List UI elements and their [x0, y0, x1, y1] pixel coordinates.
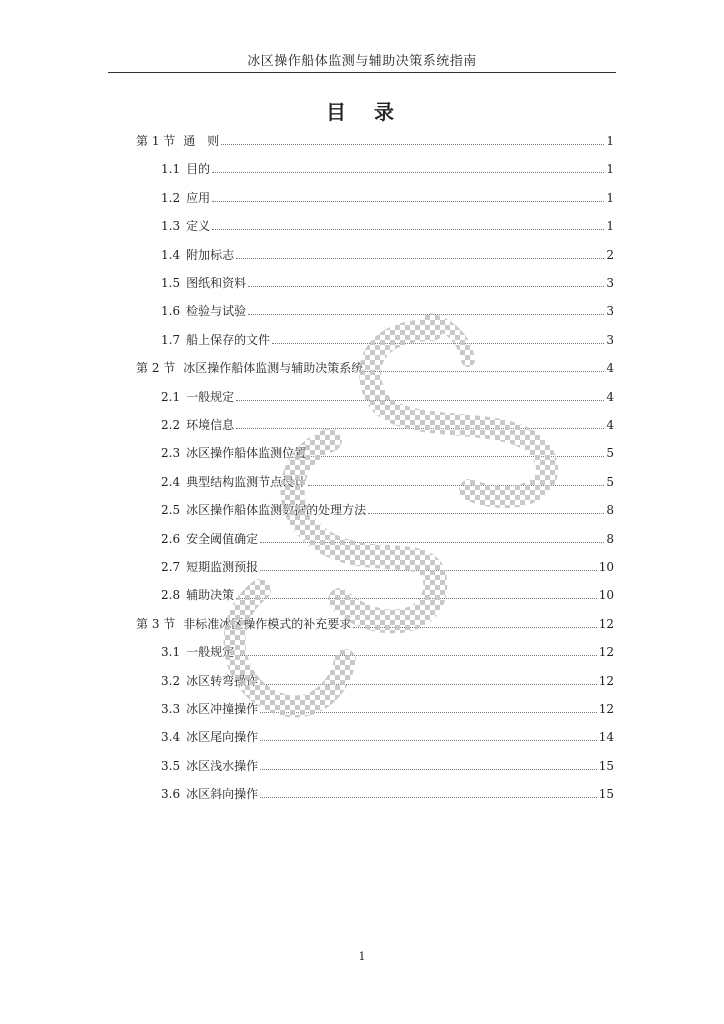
toc-entry-number: 1.3 [161, 219, 181, 233]
toc-entry-label: 冰区操作船体监测与辅助决策系统 [183, 361, 364, 375]
toc-entry-page: 1 [606, 162, 614, 176]
toc-entry-number: 第 1 节 [136, 134, 176, 148]
toc-entry-label: 冰区尾向操作 [186, 730, 259, 744]
toc-entry-page: 12 [598, 617, 614, 631]
toc-entry-label: 目的 [186, 162, 211, 176]
toc-subsection-entry[interactable] [161, 246, 614, 262]
toc-dot-leader [236, 428, 604, 429]
toc-entry-page: 10 [598, 560, 614, 574]
toc-subsection-entry[interactable] [161, 672, 614, 688]
toc-dot-leader [236, 655, 597, 656]
toc-subsection-entry[interactable] [161, 444, 614, 460]
toc-dot-leader [368, 513, 604, 514]
toc-section-entry[interactable] [136, 615, 614, 631]
toc-entry-number: 2.1 [161, 390, 181, 404]
toc-entry-label: 安全阈值确定 [186, 532, 259, 546]
page-number: 1 [358, 950, 366, 963]
toc-dot-leader [212, 229, 604, 230]
toc-dot-leader [260, 684, 597, 685]
toc-subsection-entry[interactable] [161, 558, 614, 574]
toc-subsection-entry[interactable] [161, 530, 614, 546]
toc-subsection-entry[interactable] [161, 643, 614, 659]
toc-entry-label: 冰区斜向操作 [186, 787, 259, 801]
toc-dot-leader [236, 258, 604, 259]
toc-dot-leader [236, 598, 597, 599]
toc-entry-page: 15 [598, 759, 614, 773]
toc-subsection-entry[interactable] [161, 785, 614, 801]
toc-entry-number: 第 3 节 [136, 617, 176, 631]
toc-entry-number: 2.3 [161, 446, 181, 460]
toc-dot-leader [221, 144, 604, 145]
toc-entry-label: 图纸和资料 [186, 276, 247, 290]
toc-subsection-entry[interactable] [161, 331, 614, 347]
toc-entry-number: 3.3 [161, 702, 181, 716]
toc-entry-page: 8 [606, 532, 614, 546]
toc-dot-leader [212, 201, 604, 202]
toc-dot-leader [260, 769, 597, 770]
toc-dot-leader [260, 712, 597, 713]
toc-entry-number: 3.4 [161, 730, 181, 744]
toc-entry-label: 通 则 [183, 134, 220, 148]
toc-entry-number: 1.7 [161, 333, 181, 347]
toc-section-entry[interactable] [136, 359, 614, 375]
toc-dot-leader [212, 172, 604, 173]
toc-entry-page: 1 [606, 191, 614, 205]
toc-entry-page: 12 [598, 645, 614, 659]
toc-entry-page: 15 [598, 787, 614, 801]
toc-entry-page: 10 [598, 588, 614, 602]
toc-entry-page: 4 [606, 418, 614, 432]
page-header-title: 冰区操作船体监测与辅助决策系统指南 [247, 54, 477, 69]
toc-entry-number: 1.2 [161, 191, 181, 205]
toc-section-entry[interactable] [136, 132, 614, 148]
toc-entry-label: 辅助决策 [186, 588, 235, 602]
toc-entry-number: 3.1 [161, 645, 181, 659]
toc-entry-number: 2.4 [161, 475, 181, 489]
toc-subsection-entry[interactable] [161, 217, 614, 233]
toc-title [0, 96, 724, 125]
toc-entry-page: 1 [606, 219, 614, 233]
toc-subsection-entry[interactable] [161, 274, 614, 290]
toc-dot-leader [236, 400, 604, 401]
toc-entry-label: 短期监测预报 [186, 560, 259, 574]
toc-dot-leader [248, 286, 604, 287]
toc-subsection-entry[interactable] [161, 501, 614, 517]
toc-entry-label: 检验与试验 [186, 304, 247, 318]
toc-dot-leader [272, 343, 604, 344]
toc-entry-label: 应用 [186, 191, 211, 205]
toc-entry-page: 12 [598, 702, 614, 716]
toc-entry-label: 船上保存的文件 [186, 333, 271, 347]
toc-entry-number: 2.7 [161, 560, 181, 574]
toc-entry-number: 3.2 [161, 674, 181, 688]
toc-entry-page: 12 [598, 674, 614, 688]
toc-entry-label: 一般规定 [186, 645, 235, 659]
toc-entry-page: 5 [606, 475, 614, 489]
toc-subsection-entry[interactable] [161, 728, 614, 744]
toc-subsection-entry[interactable] [161, 416, 614, 432]
toc-entry-page: 3 [606, 304, 614, 318]
toc-subsection-entry[interactable] [161, 586, 614, 602]
toc-entry-number: 2.6 [161, 532, 181, 546]
toc-entry-label: 定义 [186, 219, 211, 233]
toc-entry-label: 一般规定 [186, 390, 235, 404]
toc-entry-page: 14 [598, 730, 614, 744]
toc-entry-number: 2.2 [161, 418, 181, 432]
header-rule [108, 72, 616, 73]
toc-entry-number: 1.5 [161, 276, 181, 290]
toc-entry-page: 3 [606, 276, 614, 290]
toc-subsection-entry[interactable] [161, 700, 614, 716]
toc-dot-leader [353, 627, 596, 628]
toc-entry-number: 2.8 [161, 588, 181, 602]
toc-subsection-entry[interactable] [161, 388, 614, 404]
toc-entry-label: 典型结构监测节点设计 [186, 475, 307, 489]
toc-entry-page: 1 [606, 134, 614, 148]
toc-subsection-entry[interactable] [161, 302, 614, 318]
toc-entry-number: 1.4 [161, 248, 181, 262]
toc-entry-label: 冰区浅水操作 [186, 759, 259, 773]
toc-entry-page: 4 [606, 361, 614, 375]
toc-entry-number: 1.6 [161, 304, 181, 318]
toc-subsection-entry[interactable] [161, 189, 614, 205]
toc-dot-leader [260, 797, 597, 798]
toc-subsection-entry[interactable] [161, 160, 614, 176]
toc-dot-leader [260, 570, 597, 571]
toc-entry-page: 8 [606, 503, 614, 517]
toc-entry-label: 非标准冰区操作模式的补充要求 [183, 617, 352, 631]
toc-entry-number: 2.5 [161, 503, 181, 517]
toc-dot-leader [248, 314, 604, 315]
toc-entry-number: 3.5 [161, 759, 181, 773]
toc-entry-label: 冰区转弯操作 [186, 674, 259, 688]
toc-dot-leader [365, 371, 604, 372]
toc-entry-page: 4 [606, 390, 614, 404]
toc-title-char-2: 录 [374, 100, 398, 124]
toc-entry-label: 冰区操作船体监测位置 [186, 446, 307, 460]
toc-entry-number: 3.6 [161, 787, 181, 801]
toc-entry-label: 环境信息 [186, 418, 235, 432]
toc-entry-number: 1.1 [161, 162, 181, 176]
toc-subsection-entry[interactable] [161, 473, 614, 489]
toc-title-char-1: 目 [326, 100, 350, 124]
toc-entry-number: 第 2 节 [136, 361, 176, 375]
toc-entry-page: 3 [606, 333, 614, 347]
toc-entry-label: 冰区操作船体监测数据的处理方法 [186, 503, 367, 517]
toc-dot-leader [308, 485, 604, 486]
toc-entry-label: 冰区冲撞操作 [186, 702, 259, 716]
toc-dot-leader [260, 740, 597, 741]
toc-entry-page: 5 [606, 446, 614, 460]
toc-entry-label: 附加标志 [186, 248, 235, 262]
toc-dot-leader [260, 542, 604, 543]
toc-subsection-entry[interactable] [161, 757, 614, 773]
toc-entry-page: 2 [606, 248, 614, 262]
toc-dot-leader [308, 456, 604, 457]
